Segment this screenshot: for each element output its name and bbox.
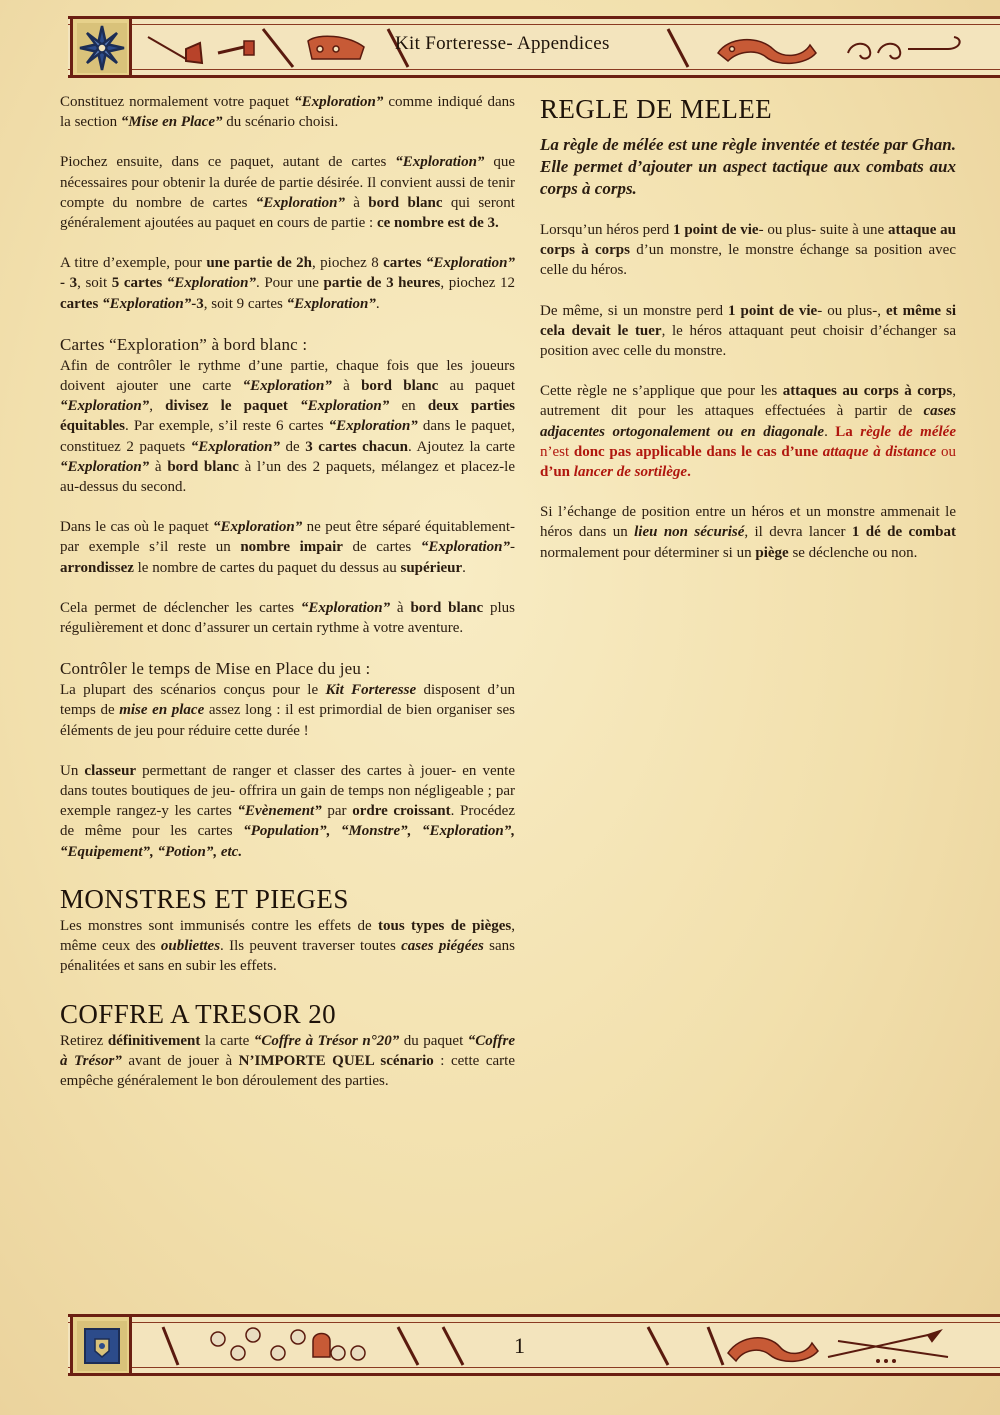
- text-run: .: [824, 423, 836, 440]
- text-run: du paquet: [399, 1032, 468, 1049]
- emphasis-text: nombre impair: [240, 539, 343, 556]
- page-number: 1: [514, 1333, 525, 1358]
- section-heading: COFFRE A TRESOR 20: [60, 998, 337, 1029]
- emphasis-text: Kit Forteresse: [325, 682, 417, 699]
- emphasis-text: La: [835, 423, 861, 440]
- emphasis-text: “Coffre à Trésor”: [60, 1032, 515, 1069]
- text-run: . Ajoutez la carte: [407, 438, 515, 455]
- text-run: - ou plus- suite à une: [758, 222, 889, 238]
- text-run: la carte: [200, 1032, 254, 1049]
- text-run: -: [510, 539, 515, 556]
- text-run: , soit: [77, 275, 112, 292]
- paragraph: [540, 220, 956, 281]
- text-run: A titre d’exemple, pour: [60, 255, 207, 272]
- emphasis-text: divisez le paquet: [165, 398, 288, 415]
- text-run: Cette règle ne s’applique que pour les: [540, 383, 783, 400]
- emphasis-text: piège: [755, 544, 789, 561]
- compass-star-icon: [77, 23, 127, 73]
- text-run: Un: [60, 762, 85, 779]
- emphasis-text: attaque à distance: [822, 443, 937, 460]
- emphasis-text: “Exploration”: [395, 154, 485, 171]
- emphasis-text: partie de 3 heures: [323, 275, 441, 292]
- emphasis-text: 5 cartes: [111, 275, 163, 292]
- text-run: , il devra lancer: [744, 524, 852, 541]
- emphasis-text: “Exploration”: [255, 194, 345, 211]
- text-run: . Pour une: [255, 275, 324, 292]
- text-run: , même ceux des: [60, 917, 516, 955]
- text-run: à: [344, 194, 369, 211]
- emphasis-text: cases adjacentes ortogonalement ou en diagonale: [540, 403, 956, 440]
- dragon-icon: [728, 1338, 818, 1362]
- emphasis-text: cases piégées: [401, 938, 484, 955]
- paragraph: [60, 152, 515, 233]
- text-run: que nécessaires pour obtenir la durée de partie désirée. Il convient aussi de tenir compte du nombre de cartes: [60, 154, 515, 211]
- text-run: . Ils peuvent traverser toutes: [220, 938, 402, 955]
- text-run: dans le paquet, constituez 2 paquets: [60, 418, 515, 455]
- paragraph: [540, 301, 956, 362]
- text-run: Si l’échange de position entre un héros et un monstre ammenait le héros dans un: [540, 504, 956, 541]
- emphasis-text: 1 dé de combat: [851, 524, 956, 541]
- paragraph: [60, 680, 515, 741]
- text-run: en: [389, 398, 428, 415]
- text-run: du scénario choisi.: [222, 114, 339, 131]
- paragraph: [540, 502, 956, 563]
- emphasis-text: “Exploration”: [166, 275, 256, 292]
- emphasis-text: “Population”, “Monstre”, “Exploration”, “Equipement”, “Potion”, etc.: [60, 823, 515, 860]
- text-run: comme indiqué dans la section: [60, 94, 515, 131]
- emphasis-text: “Exploration”: [294, 94, 384, 110]
- emphasis-text: “Exploration”: [286, 295, 376, 312]
- emphasis-text: une partie de 2h: [206, 255, 313, 272]
- text-run: à: [149, 458, 168, 475]
- emphasis-text: - 3: [60, 275, 78, 292]
- paragraph: [60, 598, 515, 638]
- text-run: Afin de contrôler le rythme d’une partie, chaque fois que les joueurs doivent ajouter une carte: [60, 357, 515, 395]
- paragraph: [60, 916, 515, 977]
- text-run: à: [331, 378, 362, 395]
- emphasis-text: règle de mélée: [860, 423, 956, 440]
- emphasis-text: ordre croissant: [352, 803, 451, 820]
- text-run: Dans le cas où le paquet: [60, 519, 214, 536]
- emphasis-text: attaque au corps à corps: [540, 222, 956, 259]
- subheading: Contrôler le temps de Mise en Place du jeu :: [60, 659, 371, 679]
- emphasis-text: bord blanc: [167, 458, 239, 475]
- section-heading: REGLE DE MELEE: [540, 94, 773, 124]
- emphasis-text: cartes: [60, 295, 99, 312]
- text-run: Les monstres sont immunisés contre les effets de: [60, 917, 379, 934]
- text-run: .: [462, 559, 466, 576]
- header-title: Kit Forteresse- Appendices: [395, 33, 610, 54]
- tool-icon: [218, 41, 254, 55]
- emphasis-text: n’est: [540, 443, 574, 460]
- emphasis-text: “Exploration”: [300, 599, 391, 616]
- emphasis-text: bord blanc: [361, 378, 439, 395]
- text-run: .: [375, 295, 380, 312]
- text-run: ,: [149, 398, 166, 415]
- emphasis-text: “Exploration”: [213, 519, 303, 536]
- emphasis-text: 1 point de vie: [673, 222, 759, 238]
- intro-paragraph: La règle de mélée est une règle inventée et testée par Ghan. Elle permet d’ajouter un aspect tactique aux combats aux corps à corps.: [540, 135, 956, 198]
- axe-icon: [148, 37, 202, 63]
- emphasis-text: “Mise en Place”: [120, 114, 223, 131]
- text-run: disposent d’un temps de: [60, 682, 515, 719]
- text-run: ne peut être séparé équitablement- par exemple s’il reste un: [60, 519, 515, 556]
- text-run: permettant de ranger et classer des cartes à jouer- en vente dans toutes boutiques de jeu- offrira un gain de temps non négligeable ; par exemple rangez-y les cartes: [60, 762, 515, 820]
- text-run: - ou plus-,: [817, 302, 886, 319]
- text-run: , le héros attaquant peut choisir d’échanger sa position avec celle du monstre.: [540, 322, 956, 360]
- text-run: avant de jouer à: [121, 1052, 239, 1069]
- text-run: Lorsqu’un héros perd: [540, 222, 674, 238]
- emphasis-text: ou: [936, 443, 957, 460]
- text-run: Retirez: [60, 1032, 108, 1049]
- dots-ornament-icon: [876, 1359, 896, 1363]
- emphasis-text: bord blanc: [368, 194, 443, 211]
- text-run: , autrement dit pour les attaques effectuées à partir de: [540, 383, 956, 420]
- text-run: normalement pour déterminer si un: [540, 544, 756, 561]
- emphasis-text: 1 point de vie: [727, 302, 818, 319]
- text-run: d’un monstre, le monstre échange sa position avec celle du héros.: [540, 242, 956, 279]
- text-run: par: [321, 803, 353, 820]
- emphasis-text: ce nombre est de 3.: [376, 215, 499, 232]
- text-run: Constituez normalement votre paquet: [60, 94, 295, 110]
- emphasis-text: mise en place: [119, 702, 205, 719]
- emphasis-text: arrondissez: [60, 559, 134, 576]
- text-run: de cartes: [342, 539, 421, 556]
- emphasis-text: “Exploration”: [190, 438, 280, 455]
- emphasis-text: et même si cela devait le tuer: [540, 302, 956, 339]
- emphasis-text: lancer de sortilège: [573, 464, 688, 481]
- text-run: Cela permet de déclencher les cartes: [60, 599, 301, 616]
- shield-emblem-icon: [77, 1321, 127, 1371]
- text-run: , piochez 12: [440, 275, 516, 292]
- emphasis-text: définitivement: [107, 1032, 201, 1049]
- text-run: Piochez ensuite, dans ce paquet, autant de cartes: [60, 154, 396, 171]
- paragraph: [60, 1031, 515, 1092]
- emphasis-text: -3: [191, 295, 204, 312]
- emphasis-text: oubliettes: [160, 938, 221, 955]
- emphasis-text: lieu non sécurisé: [634, 524, 745, 541]
- text-run: De même, si un monstre perd: [540, 302, 728, 319]
- text-run: , soit 9 cartes: [203, 295, 287, 312]
- emphasis-text: “Evènement”: [237, 803, 322, 820]
- text-run: de: [279, 438, 306, 455]
- footer-band: [68, 1314, 1000, 1376]
- emphasis-text: “Exploration”: [300, 398, 390, 415]
- emphasis-text: N’IMPORTE QUEL scénario: [238, 1052, 434, 1069]
- text-run: La plupart des scénarios conçus pour le: [60, 682, 326, 699]
- emphasis-text: “Coffre à Trésor n°20”: [253, 1032, 400, 1049]
- boot-icon: [308, 36, 364, 59]
- emphasis-text: “Exploration”: [425, 255, 516, 272]
- emphasis-text: d’un: [540, 464, 574, 481]
- text-run: à l’un des 2 paquets, mélangez et placez-le au-dessus du second.: [60, 458, 515, 496]
- emphasis-text: tous types de pièges: [378, 917, 512, 934]
- emphasis-text: classeur: [84, 762, 137, 779]
- emphasis-text: attaques au corps à corps: [782, 383, 953, 400]
- emphasis-text: deux parties équitables: [60, 398, 516, 435]
- emphasis-text: “Exploration”: [328, 418, 418, 435]
- text-run: . Procédez de même pour les cartes: [60, 803, 516, 840]
- emblem-medallion: [70, 1314, 132, 1376]
- emphasis-text: supérieur: [400, 559, 463, 576]
- emphasis-text: donc pas applicable dans le cas d’une: [573, 443, 823, 460]
- text-run: à: [390, 599, 411, 616]
- left-column: [60, 92, 515, 1091]
- text-run: . Par exemple, s’il reste 6 cartes: [125, 418, 329, 435]
- emphasis-text: 3 cartes chacun: [305, 438, 408, 455]
- dragon-icon: [718, 40, 816, 64]
- right-column: [540, 92, 956, 563]
- text-run: , piochez 8: [312, 255, 384, 272]
- text-run: au paquet: [438, 378, 515, 395]
- text-run: se déclenche ou non.: [788, 544, 918, 561]
- paragraph: [60, 761, 515, 862]
- helmet-icon: [313, 1334, 330, 1358]
- emphasis-text: .: [687, 464, 691, 481]
- text-run: le nombre de cartes du paquet du dessus au: [133, 559, 401, 576]
- emphasis-text: “Exploration”: [102, 295, 192, 312]
- spear-icon: [828, 1331, 948, 1357]
- emphasis-text: “Exploration”: [242, 378, 332, 395]
- compass-medallion: [70, 16, 132, 78]
- emphasis-text: “Exploration”: [420, 539, 510, 556]
- emphasis-text: “Exploration”: [60, 398, 150, 415]
- skull-icon: [211, 1328, 365, 1360]
- subheading: Cartes “Exploration” à bord blanc :: [60, 334, 308, 354]
- paragraph: [60, 92, 515, 132]
- emphasis-text: bord blanc: [410, 599, 484, 616]
- text-run: assez long : il est primordial de bien organiser ses éléments de jeu pour réduire cette durée !: [60, 702, 515, 739]
- text-run: [288, 398, 300, 414]
- text-run: sans pénalitées et sans en subir les effets.: [60, 938, 516, 975]
- text-run: : cette carte empêche généralement le bon déroulement des parties.: [60, 1052, 515, 1089]
- section-heading: MONSTRES ET PIEGES: [60, 883, 349, 914]
- text-run: plus régulièrement et donc d’assurer un certain rythme à votre aventure.: [60, 599, 515, 637]
- emphasis-text: “Exploration”: [60, 458, 150, 475]
- text-run: qui seront généralement ajoutées au paquet en cours de partie :: [60, 194, 515, 232]
- paragraph: [60, 253, 515, 314]
- paragraph: [60, 517, 515, 578]
- emphasis-text: cartes: [383, 255, 422, 272]
- footer-ornaments: [68, 1317, 1000, 1373]
- swirl-ornament-icon: [848, 37, 960, 58]
- paragraph: [60, 356, 515, 497]
- paragraph: [540, 381, 956, 482]
